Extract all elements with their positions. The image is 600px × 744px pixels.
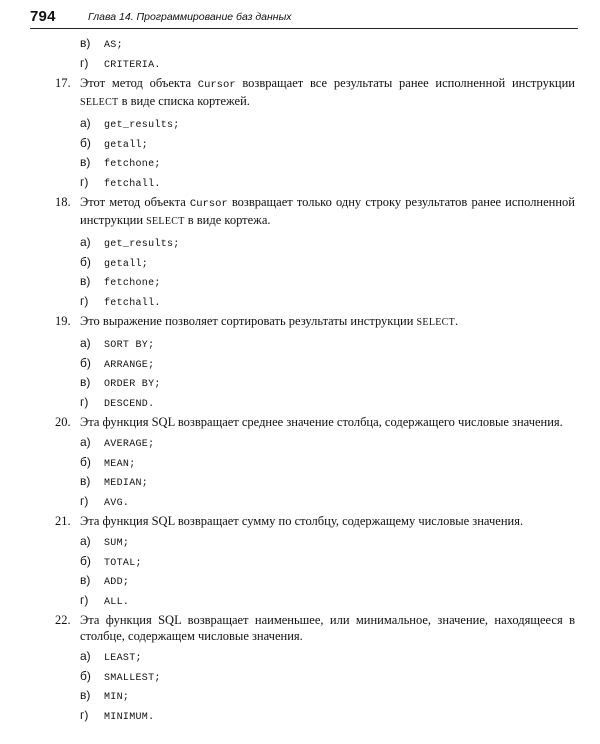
question-number: 22.	[55, 613, 71, 627]
option-item	[80, 552, 575, 572]
option-code: fetchone;	[104, 278, 161, 289]
page-number: 794	[30, 8, 56, 25]
option-item	[80, 667, 575, 687]
option-letter: а)	[80, 116, 91, 130]
question-18	[55, 194, 575, 311]
option-code: DESCEND.	[104, 398, 155, 410]
option-letter: б)	[80, 355, 91, 370]
option-letter: а)	[80, 235, 91, 249]
option-item	[80, 134, 575, 154]
question-text	[55, 75, 575, 111]
option-item	[80, 591, 575, 611]
option-code: get_results;	[104, 239, 180, 250]
continued-options	[80, 34, 575, 73]
option-code: MEDIAN;	[104, 478, 149, 489]
text-part: Этот метод объекта	[80, 195, 190, 209]
option-letter: г)	[80, 293, 89, 308]
option-item	[80, 571, 575, 591]
question-21	[55, 513, 575, 610]
option-code: MINIMUM.	[104, 711, 155, 723]
page-header	[30, 8, 578, 29]
option-code: LEAST;	[104, 653, 142, 664]
option-letter: а)	[80, 435, 91, 449]
option-item	[80, 292, 575, 312]
option-letter: в)	[80, 573, 91, 587]
option-code: SORT BY;	[104, 340, 155, 351]
option-code: SUM;	[104, 538, 130, 549]
options-list	[80, 647, 575, 725]
option-item	[80, 532, 575, 552]
option-item	[80, 472, 575, 492]
option-item	[80, 334, 575, 354]
option-letter: г)	[80, 592, 89, 607]
option-item	[80, 114, 575, 134]
text-part: Это выражение позволяет сортировать результаты инструкции	[80, 314, 417, 328]
option-code: CRITERIA.	[104, 59, 161, 71]
question-22	[55, 612, 575, 725]
question-number: 20.	[55, 415, 71, 429]
option-item	[80, 492, 575, 512]
option-letter: а)	[80, 649, 91, 663]
option-code: fetchall.	[104, 297, 161, 309]
question-text	[55, 612, 575, 644]
option-item	[80, 153, 575, 173]
option-letter: б)	[80, 553, 91, 568]
options-list	[80, 532, 575, 610]
option-letter: а)	[80, 336, 91, 350]
inline-keyword: SELECT	[416, 317, 456, 328]
option-letter: б)	[80, 254, 91, 269]
option-item	[80, 647, 575, 667]
question-text	[55, 513, 575, 529]
question-20	[55, 414, 575, 511]
option-code: get_results;	[104, 120, 180, 131]
option-item	[80, 393, 575, 413]
option-item	[80, 34, 575, 54]
option-code: SMALLEST;	[104, 672, 161, 684]
option-code: ARRANGE;	[104, 359, 155, 371]
option-code: TOTAL;	[104, 557, 142, 569]
option-code: ALL.	[104, 596, 130, 608]
text-part: .	[455, 314, 459, 328]
option-code: MIN;	[104, 692, 130, 703]
text-part: возвращает все результаты ранее исполненной инструкции	[235, 76, 575, 90]
question-text	[55, 313, 575, 331]
option-letter: б)	[80, 668, 91, 683]
text-part: в виде кортежа.	[184, 213, 271, 227]
option-letter: г)	[80, 493, 89, 508]
option-code: ADD;	[104, 577, 130, 588]
option-letter: б)	[80, 135, 91, 150]
option-letter: в)	[80, 155, 91, 169]
option-item	[80, 233, 575, 253]
question-text	[55, 194, 575, 230]
option-code: fetchone;	[104, 159, 161, 170]
text-part: Этот метод объекта	[80, 76, 198, 90]
question-number: 21.	[55, 514, 71, 528]
options-list	[80, 433, 575, 511]
question-17	[55, 75, 575, 192]
option-item	[80, 253, 575, 273]
option-item	[80, 686, 575, 706]
option-letter: г)	[80, 394, 89, 409]
text-part: Эта функция SQL возвращает сумму по столбцу, содержащему числовые значения.	[80, 514, 524, 528]
option-letter: в)	[80, 688, 91, 702]
option-code: ORDER BY;	[104, 379, 161, 390]
page-content	[55, 34, 575, 725]
option-code: getall;	[104, 139, 149, 151]
inline-keyword: SELECT	[80, 97, 119, 108]
option-letter: г)	[80, 707, 89, 722]
inline-code: Cursor	[189, 198, 228, 210]
text-part: Эта функция SQL возвращает наименьшее, или минимальное, значение, находящееся в столбце, содержащем числовые значения.	[80, 613, 575, 643]
options-list	[80, 334, 575, 412]
option-letter: а)	[80, 534, 91, 548]
options-list	[80, 233, 575, 311]
option-letter: в)	[80, 36, 91, 50]
option-item	[80, 272, 575, 292]
option-item	[80, 373, 575, 393]
question-number: 18.	[55, 195, 71, 209]
option-item	[80, 706, 575, 726]
option-letter: в)	[80, 474, 91, 488]
question-19	[55, 313, 575, 412]
option-letter: в)	[80, 274, 91, 288]
option-item	[80, 453, 575, 473]
option-letter: б)	[80, 454, 91, 469]
option-code: getall;	[104, 258, 149, 270]
text-part: возвращает только одну строку результатов ранее исполненной инструкции	[80, 195, 575, 227]
inline-keyword: SELECT	[146, 216, 185, 227]
chapter-title: Глава 14. Программирование баз данных	[88, 11, 292, 23]
option-item	[80, 54, 575, 74]
option-code: AVG.	[104, 497, 130, 509]
question-number: 19.	[55, 314, 71, 328]
option-item	[80, 354, 575, 374]
option-letter: в)	[80, 375, 91, 389]
option-code: AVERAGE;	[104, 439, 155, 450]
text-part: в виде списка кортежей.	[118, 94, 250, 108]
option-code: fetchall.	[104, 178, 161, 190]
option-code: MEAN;	[104, 458, 136, 470]
option-letter: г)	[80, 55, 89, 70]
inline-code: Cursor	[197, 79, 236, 91]
question-text	[55, 414, 575, 430]
option-letter: г)	[80, 174, 89, 189]
option-item	[80, 433, 575, 453]
options-list	[80, 114, 575, 192]
text-part: Эта функция SQL возвращает среднее значение столбца, содержащего числовые значения.	[80, 415, 563, 429]
option-code: AS;	[104, 40, 123, 51]
option-item	[80, 173, 575, 193]
question-number: 17.	[55, 76, 71, 90]
